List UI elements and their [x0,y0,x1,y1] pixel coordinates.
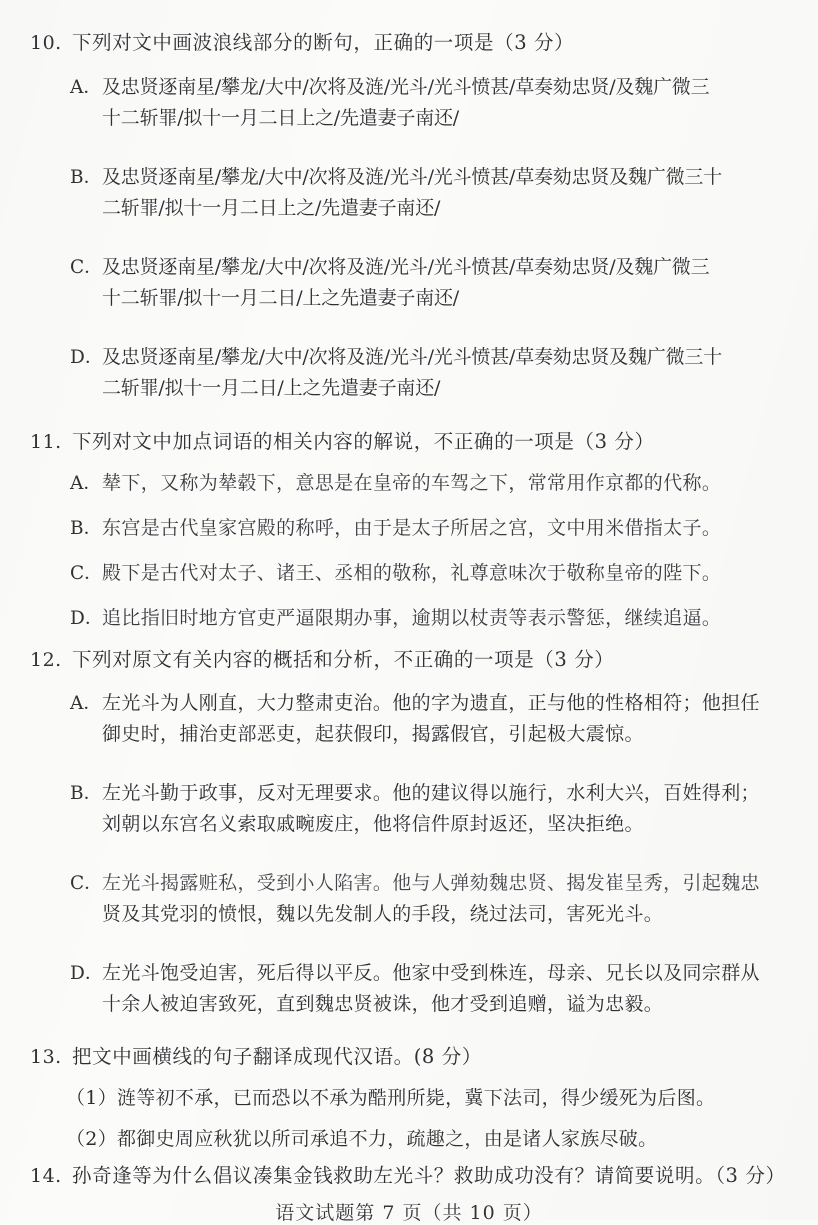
question-12-stem: 下列对原文有关内容的概括和分析，不正确的一项是（3 分） [72,648,615,671]
question-13-subitem-1: （1）涟等初不承，已而恐以不承为酷刑所毙，冀下法司，得少缓死为后图。 [66,1087,716,1109]
option-text: 东宫是古代皇家宫殿的称呼，由于是太子所居之宫，文中用米借指太子。 [102,517,722,539]
option-text [102,778,798,840]
option-line-2: 二斩罪/拟十一月二日上之/先遣妻子南还/ [102,197,441,219]
option-text [102,72,798,134]
option-text: 追比指旧时地方官吏严逼限期办事，逾期以杖责等表示警惩，继续追逼。 [102,607,722,629]
option-line-1: 左光斗勤于政事，反对无理要求。他的建议得以施行，水利大兴，百姓得利； [102,782,760,804]
question-13 [30,1042,794,1072]
option-letter: D． [70,963,104,984]
option-line-2: 刘朝以东宫名义索取戚畹废庄，他将信件原封返还，坚决拒绝。 [102,813,644,835]
option-letter: A． [70,77,102,98]
option-text [102,162,798,224]
question-11-option-b[interactable] [70,513,798,544]
question-12-option-d[interactable] [70,958,798,1020]
option-letter: D． [70,347,104,368]
option-letter: A． [70,473,102,494]
option-letter: B． [70,783,103,804]
question-12-option-b[interactable] [70,778,798,840]
option-text: 辇下，又称为辇毂下，意思是在皇帝的车驾之下，常常用作京都的代称。 [102,472,722,494]
option-line-1: 及忠贤逐南星/攀龙/大中/次将及涟/光斗/光斗愤甚/草奏劾忠贤/及魏广微三 [102,76,710,98]
question-14-number: 14. [30,1165,62,1187]
option-line-1: 及忠贤逐南星/攀龙/大中/次将及涟/光斗/光斗愤甚/草奏劾忠贤及魏广微三十 [102,346,723,368]
question-13-subitem-2: （2）都御史周应秋犹以所司承追不力，疏趣之，由是诸人家族尽破。 [66,1128,658,1150]
option-letter: C． [70,257,103,278]
option-line-1: 左光斗揭露赃私，受到小人陷害。他与人弹劾魏忠贤、揭发崔呈秀，引起魏忠 [102,872,760,894]
question-10-number: 10. [30,32,62,54]
option-line-2: 十二斩罪/拟十一月二日上之/先遣妻子南还/ [102,107,460,129]
question-10-option-c[interactable] [70,252,798,314]
question-11-number: 11. [30,431,62,453]
question-11 [30,427,794,457]
option-text [102,868,798,930]
option-line-1: 及忠贤逐南星/攀龙/大中/次将及涟/光斗/光斗愤甚/草奏劾忠贤及魏广微三十 [102,166,723,188]
question-12 [30,645,794,675]
question-14-stem: 孙奇逢等为什么倡议凑集金钱救助左光斗？救助成功没有？请简要说明。（3 分） [72,1164,786,1187]
option-line-2: 贤及其党羽的愤恨，魏以先发制人的手段，绕过法司，害死光斗。 [102,903,664,925]
option-text: 殿下是古代对太子、诸王、丞相的敬称，礼尊意味次于敬称皇帝的陛下。 [102,562,722,584]
option-text [102,342,798,404]
option-letter: C． [70,563,103,584]
option-letter: C． [70,873,103,894]
option-line-2: 十二斩罪/拟十一月二日/上之先遣妻子南还/ [102,287,460,309]
question-10-stem: 下列对文中画波浪线部分的断句，正确的一项是（3 分） [72,31,575,54]
option-line-2: 二斩罪/拟十一月二日/上之先遣妻子南还/ [102,377,441,399]
option-line-2: 御史时，捕治吏部恶吏，起获假印，揭露假官，引起极大震惊。 [102,723,644,745]
option-line-2: 十余人被迫害致死，直到魏忠贤被诛，他才受到追赠，谥为忠毅。 [102,993,664,1015]
option-text [102,252,798,314]
option-text [102,688,798,750]
question-11-option-c[interactable] [70,558,798,589]
question-13-number: 13. [30,1046,62,1068]
option-letter: B． [70,167,103,188]
question-10-option-a[interactable] [70,72,798,134]
question-11-stem: 下列对文中加点词语的相关内容的解说，不正确的一项是（3 分） [72,430,655,453]
question-12-number: 12. [30,649,62,671]
question-10-option-b[interactable] [70,162,798,224]
question-10-option-d[interactable] [70,342,798,404]
option-line-1: 左光斗为人刚直，大力整肃吏治。他的字为遗直，正与他的性格相符；他担任 [102,692,760,714]
option-line-1: 及忠贤逐南星/攀龙/大中/次将及涟/光斗/光斗愤甚/草奏劾忠贤/及魏广微三 [102,256,710,278]
option-letter: B． [70,518,103,539]
question-12-option-a[interactable] [70,688,798,750]
page-footer: 语文试题第 7 页（共 10 页） [275,1202,543,1224]
question-12-option-c[interactable] [70,868,798,930]
question-13-stem: 把文中画横线的句子翻译成现代汉语。(8 分） [72,1045,482,1068]
question-11-option-a[interactable] [70,468,798,499]
option-letter: A． [70,693,102,714]
question-10 [30,28,794,58]
option-line-1: 左光斗饱受迫害，死后得以平反。他家中受到株连，母亲、兄长以及同宗群从 [102,962,760,984]
option-text [102,958,798,1020]
question-11-option-d[interactable] [70,603,798,634]
question-14 [30,1161,794,1191]
option-letter: D． [70,608,104,629]
